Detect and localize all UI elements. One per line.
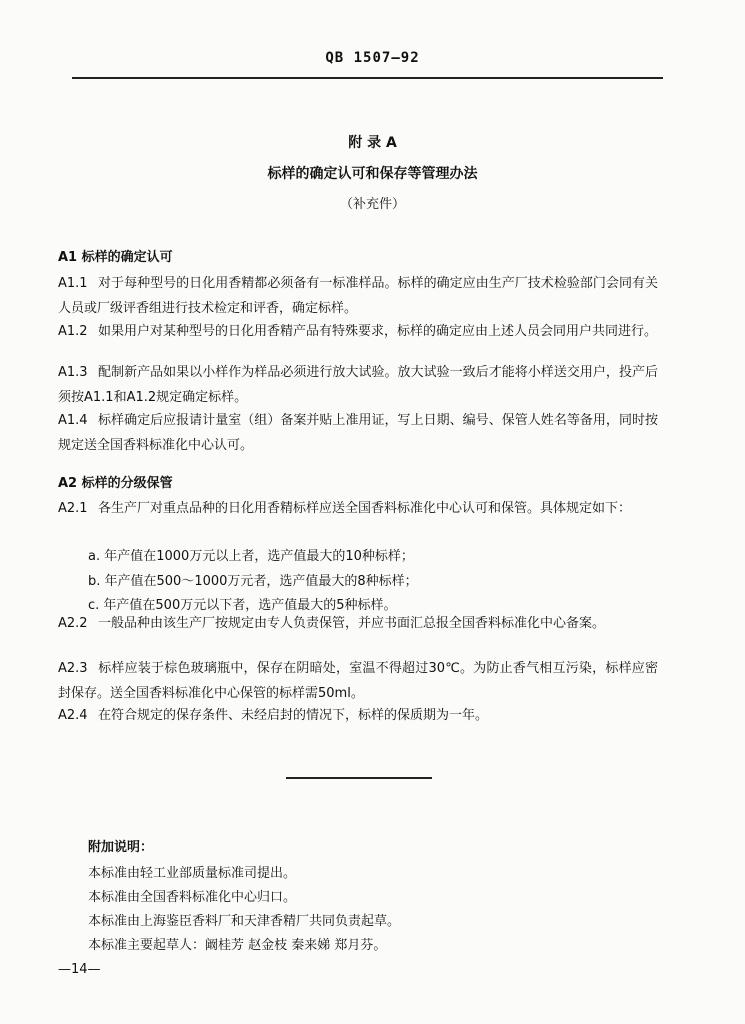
note-line: 本标准由轻工业部质量标准司提出。 <box>88 866 297 881</box>
clause-a1-3 <box>58 360 658 410</box>
note-line: 本标准主要起草人：阚桂芳 赵金枝 秦来娣 郑月芬。 <box>88 938 387 953</box>
standard-number: QB 1507—92 <box>325 50 420 66</box>
clause-text: 如果用户对某种型号的日化用香精产品有特殊要求，标样的确定应由上述人员会同用户共同进行。 <box>98 324 658 339</box>
clause-label: A1.4 <box>58 413 88 428</box>
appendix-label: 附 录 A <box>348 135 397 151</box>
clause-label: A1.2 <box>58 324 88 339</box>
note-line: 本标准由全国香料标准化中心归口。 <box>88 890 297 905</box>
list-item-a: a. 年产值在1000万元以上者，选产值最大的10种标样； <box>88 549 414 564</box>
clause-text: 各生产厂对重点品种的日化用香精标样应送全国香料标准化中心认可和保管。具体规定如下： <box>98 501 632 516</box>
clause-a2-3 <box>58 656 658 706</box>
clause-a2-4 <box>58 703 658 728</box>
clause-label: A1.1 <box>58 276 88 291</box>
notes-title: 附加说明： <box>88 840 154 855</box>
clause-label: A2.1 <box>58 501 88 516</box>
list-item-c: c. 年产值在500万元以下者，选产值最大的5种标样。 <box>88 598 397 613</box>
clause-a1-4 <box>58 408 658 458</box>
section-heading-a1: A1 标样的确定认可 <box>58 250 173 265</box>
clause-a2-1 <box>58 496 658 521</box>
clause-text: 一般品种由该生产厂按规定由专人负责保管，并应书面汇总报全国香料标准化中心备案。 <box>98 616 606 631</box>
appendix-title: 标样的确定认可和保存等管理办法 <box>267 166 478 182</box>
clause-a2-2 <box>58 611 658 636</box>
clause-text: 在符合规定的保存条件、未经启封的情况下，标样的保质期为一年。 <box>98 708 489 723</box>
section-heading-a2: A2 标样的分级保管 <box>58 476 173 491</box>
page-number: —14— <box>58 962 101 977</box>
clause-label: A2.2 <box>58 616 88 631</box>
clause-text: 标样确定后应报请计量室（组）备案并贴上准用证，写上日期、编号、保管人姓名等备用，同时按规定送全国香料标准化中心认可。 <box>58 413 658 453</box>
header-rule <box>72 77 663 79</box>
clause-label: A1.3 <box>58 365 88 380</box>
clause-text: 对于每种型号的日化用香精都必须备有一标准样品。标样的确定应由生产厂技术检验部门会同有关人员或厂级评香组进行技术检定和评香，确定标样。 <box>58 276 658 316</box>
clause-text: 标样应装于棕色玻璃瓶中，保存在阴暗处，室温不得超过30℃。为防止香气相互污染，标样应密封保存。送全国香料标准化中心保管的标样需50ml。 <box>58 661 658 701</box>
clause-a1-1 <box>58 271 658 321</box>
note-line: 本标准由上海鉴臣香料厂和天津香精厂共同负责起草。 <box>88 914 401 929</box>
clause-label: A2.4 <box>58 708 88 723</box>
clause-label: A2.3 <box>58 661 88 676</box>
end-rule <box>286 777 432 779</box>
clause-text: 配制新产品如果以小样作为样品必须进行放大试验。放大试验一致后才能将小样送交用户，投产后须按A1.1和A1.2规定确定标样。 <box>58 365 658 405</box>
appendix-subtitle: （补充件） <box>339 197 405 212</box>
list-item-b: b. 年产值在500～1000万元者，选产值最大的8种标样； <box>88 574 418 589</box>
clause-a1-2 <box>58 319 658 344</box>
